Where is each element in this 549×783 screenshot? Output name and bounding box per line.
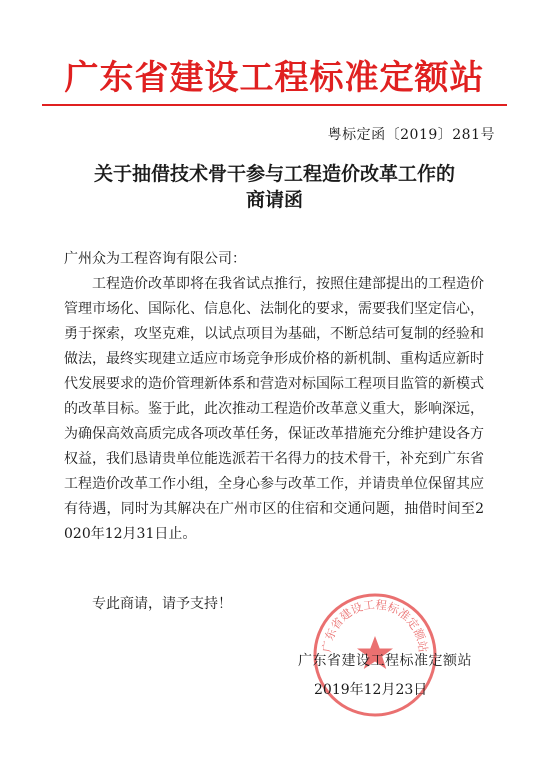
letterhead-title: 广东省建设工程标准定额站 [64,58,485,98]
closing-line: 专此商请，请予支持！ [92,596,232,612]
document-title [0,161,549,213]
document-title-line2: 商请函 [245,189,303,211]
letterhead-divider [42,104,507,106]
document-number: 粤标定函〔2019〕281号 [327,127,495,143]
seal-text: 广东省建设工程标准定额站 [319,597,431,654]
body-paragraph: 工程造价改革即将在我省试点推行，按照住建部提出的工程造价管理市场化、国际化、信息化、法制化的要求，需要我们坚定信心，勇于探索，攻坚克难，以试点项目为基础，不断总结可复制的经验和做法，最终实现建立适应市场竞争形成价格的新机制、重构适应新时代发展要求的造价管理新体系和营造对标国际工程项目监管的新模式的改革目标。鉴于此，此次推动工程造价改革意义重大，影响深远，为确保高效高质完成各项改革任务，保证改革措施充分维护建设各方权益，我们恳请贵单位能选派若干名得力的技术骨干，补充到广东省工程造价改革工作小组，全身心参与改革工作，并请贵单位保留其应有待遇，同时为其解决在广州市区的住宿和交通问题，抽借时间至2020年12月31日止。 [64,276,484,542]
signature-date: 2019年12月23日 [314,682,428,698]
signature-organization: 广东省建设工程标准定额站 [298,653,472,669]
document-title-line1: 关于抽借技术骨干参与工程造价改革工作的 [93,163,455,185]
recipient-line: 广州众为工程咨询有限公司： [64,251,246,267]
